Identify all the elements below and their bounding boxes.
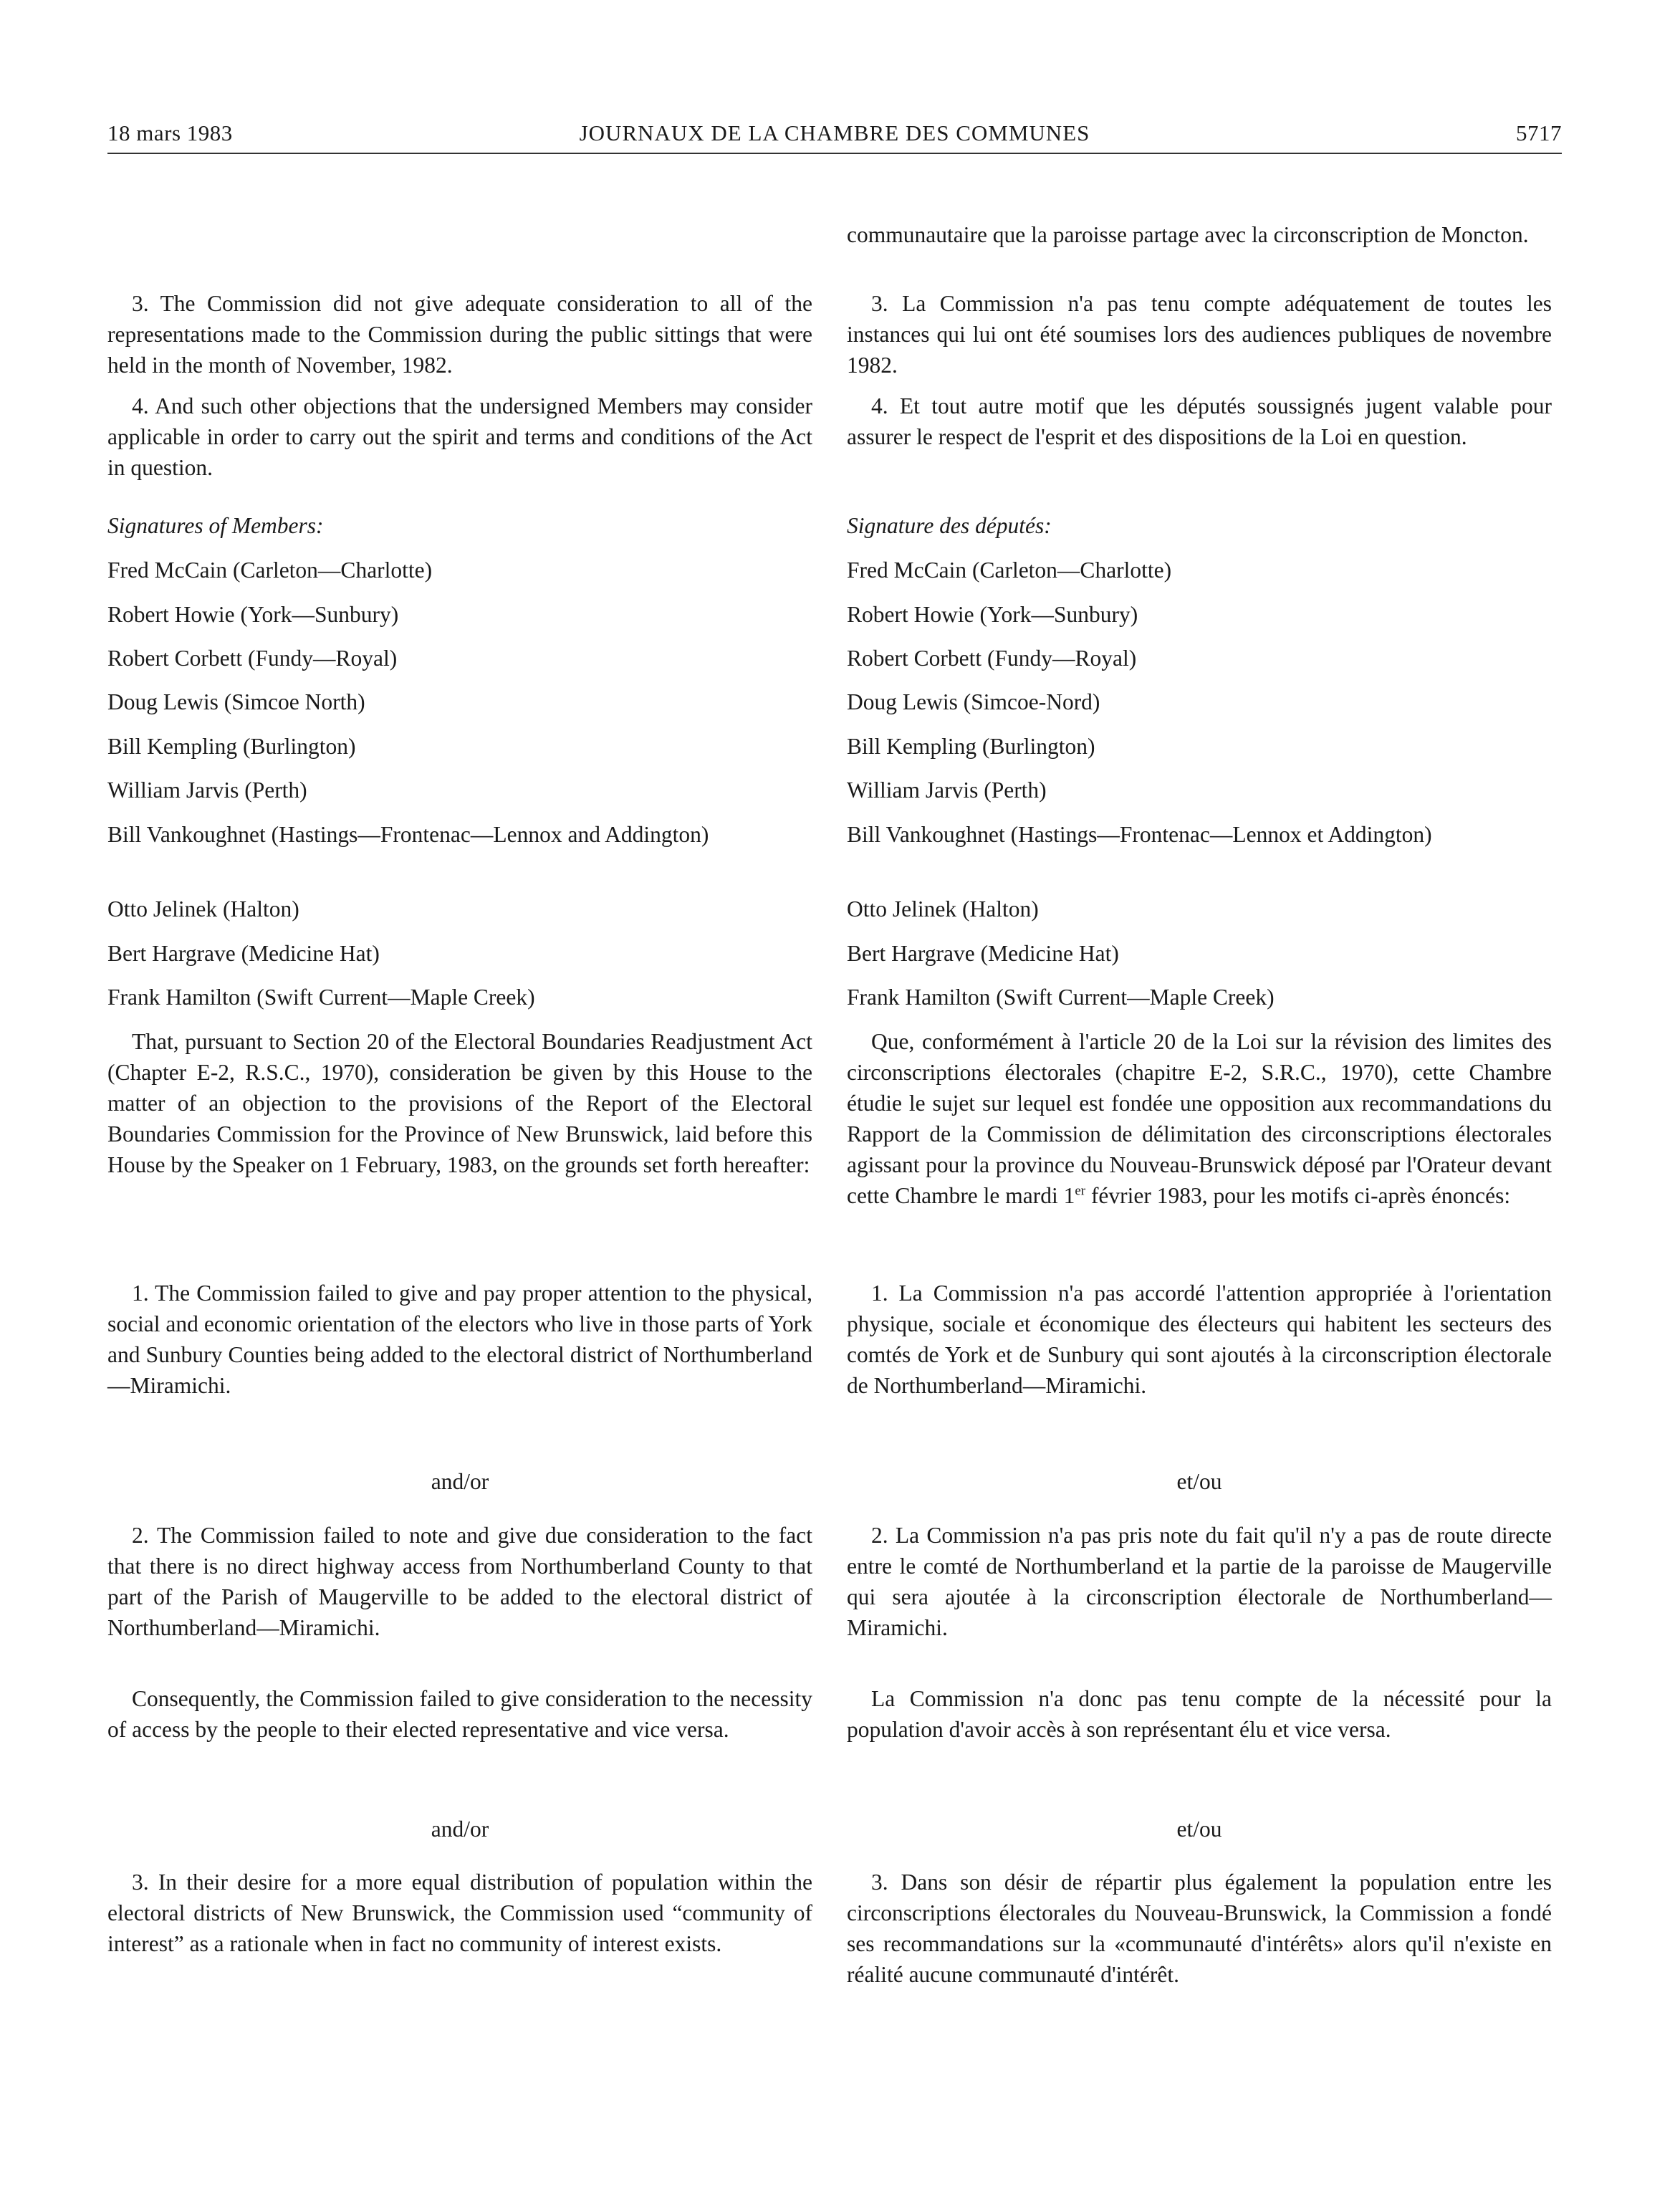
motion-text: That, pursuant to Section 20 of the Electoral Boundaries Readjustment Act (Chapter E-2, R.S.C., 1970), consideration be given by this House to the matter of an objection to the provisions of the Report of the Electoral Boundaries Commission for the Province of New Brunswick, laid before this House by the Speaker on 1 February, 1983, on the grounds set forth hereafter: [107, 1029, 812, 1177]
signature-line-fr: Frank Hamilton (Swift Current—Maple Creek) [847, 985, 1275, 1010]
objection-4: 4. And such other objections that the undersigned Members may consider applicable in order to carry out the spirit and terms and conditions of the Act in question. [107, 393, 812, 480]
signature-line: William Jarvis (Perth) [107, 777, 307, 803]
ground-2-fr: 2. La Commission n'a pas pris note du fait qu'il n'y a pas de route directe entre le comté de Northumberland et la partie de la paroisse de Maugerville qui sera ajoutée à la circonscription électorale de Northumberland—Miramichi. [847, 1523, 1552, 1640]
et-ou-separator: et/ou [1176, 1469, 1222, 1494]
and-or-separator: and/or [431, 1469, 489, 1494]
ground-3-fr: 3. Dans son désir de répartir plus également la population entre les circonscriptions électorales du Nouveau-Brunswick, la Commission a fondé ses recommandations sur la «communauté d'intérêts» alors qu'il n'existe en réalité aucune communauté d'intérêt. [847, 1870, 1552, 1987]
objection-3-fr: 3. La Commission n'a pas tenu compte adéquatement de toutes les instances qui lui ont été soumises lors des audiences publiques de novembre 1982. [847, 291, 1552, 378]
motion-text-fr [847, 1026, 1552, 1211]
signature-line: Frank Hamilton (Swift Current—Maple Creek) [107, 985, 535, 1010]
header-title: JOURNAUX DE LA CHAMBRE DES COMMUNES [579, 120, 1090, 145]
ground-2: 2. The Commission failed to note and give due consideration to the fact that there is no direct highway access from Northumberland County to that part of the Parish of Maugerville to be added to the electoral district of Northumberland—Miramichi. [107, 1523, 812, 1640]
signature-line-fr: Bill Kempling (Burlington) [847, 734, 1095, 759]
et-ou-separator: et/ou [1176, 1817, 1222, 1842]
signature-line-fr: William Jarvis (Perth) [847, 777, 1047, 803]
signatures-heading: Signatures of Members: [107, 513, 324, 538]
ordinal-superscript: er [1075, 1183, 1086, 1199]
consequence-text-fr: La Commission n'a donc pas tenu compte de la nécessité pour la population d'avoir accès à son représentant élu et vice versa. [847, 1686, 1552, 1742]
continued-text: communautaire que la paroisse partage avec la circonscription de Moncton. [847, 222, 1529, 247]
signature-line: Fred McCain (Carleton—Charlotte) [107, 557, 433, 583]
header-rule [107, 153, 1562, 154]
page-number: 5717 [1516, 120, 1562, 145]
ground-1-fr: 1. La Commission n'a pas accordé l'attention appropriée à l'orientation physique, sociale et économique des électeurs qui habitent les secteurs des comtés de York et de Sunbury qui sont ajoutés à la circonscription électorale de Northumberland—Miramichi. [847, 1281, 1552, 1398]
signature-line: Bill Vankoughnet (Hastings—Frontenac—Lennox and Addington) [107, 822, 709, 847]
consequence-text: Consequently, the Commission failed to give consideration to the necessity of access by the people to their elected representative and vice versa. [107, 1686, 812, 1742]
signatures-heading-fr: Signature des députés: [847, 513, 1052, 538]
signature-line-fr: Bert Hargrave (Medicine Hat) [847, 941, 1119, 966]
signature-line: Robert Corbett (Fundy—Royal) [107, 646, 398, 671]
signature-line: Bert Hargrave (Medicine Hat) [107, 941, 380, 966]
motion-text-fr-end: février 1983, pour les motifs ci-après énoncés: [1085, 1183, 1511, 1208]
signature-line: Bill Kempling (Burlington) [107, 734, 356, 759]
ground-3: 3. In their desire for a more equal distribution of population within the electoral districts of New Brunswick, the Commission used “community of interest” as a rationale when in fact no community of interest exists. [107, 1870, 812, 1956]
signature-line-fr: Bill Vankoughnet (Hastings—Frontenac—Lennox et Addington) [847, 822, 1432, 847]
signature-line-fr: Doug Lewis (Simcoe-Nord) [847, 689, 1100, 714]
page-header [107, 120, 1562, 152]
signature-line: Otto Jelinek (Halton) [107, 896, 299, 922]
signature-line-fr: Otto Jelinek (Halton) [847, 896, 1039, 922]
signature-line-fr: Robert Corbett (Fundy—Royal) [847, 646, 1137, 671]
signature-line: Robert Howie (York—Sunbury) [107, 602, 399, 627]
signature-line: Doug Lewis (Simcoe North) [107, 689, 365, 714]
objection-4-fr: 4. Et tout autre motif que les députés soussignés jugent valable pour assurer le respect de l'esprit et des dispositions de la Loi en question. [847, 393, 1552, 449]
signature-line-fr: Robert Howie (York—Sunbury) [847, 602, 1138, 627]
motion-text-fr-main: Que, conformément à l'article 20 de la Loi sur la révision des limites des circonscriptions électorales (chapitre E-2, S.R.C., 1970), cette Chambre étudie le sujet sur lequel est fondée une opposition aux recommandations du Rapport de la Commission de délimitation des circonscriptions électorales agissant pour la province du Nouveau-Brunswick déposé par l'Orateur devant cette Chambre le mardi 1 [847, 1029, 1552, 1208]
objection-3: 3. The Commission did not give adequate consideration to all of the representations made to the Commission during the public sittings that were held in the month of November, 1982. [107, 291, 812, 378]
ground-1: 1. The Commission failed to give and pay proper attention to the physical, social and economic orientation of the electors who live in those parts of York and Sunbury Counties being added to the electoral district of Northumberland—Miramichi. [107, 1281, 812, 1398]
header-date: 18 mars 1983 [107, 120, 233, 145]
signature-line-fr: Fred McCain (Carleton—Charlotte) [847, 557, 1172, 583]
and-or-separator: and/or [431, 1817, 489, 1842]
